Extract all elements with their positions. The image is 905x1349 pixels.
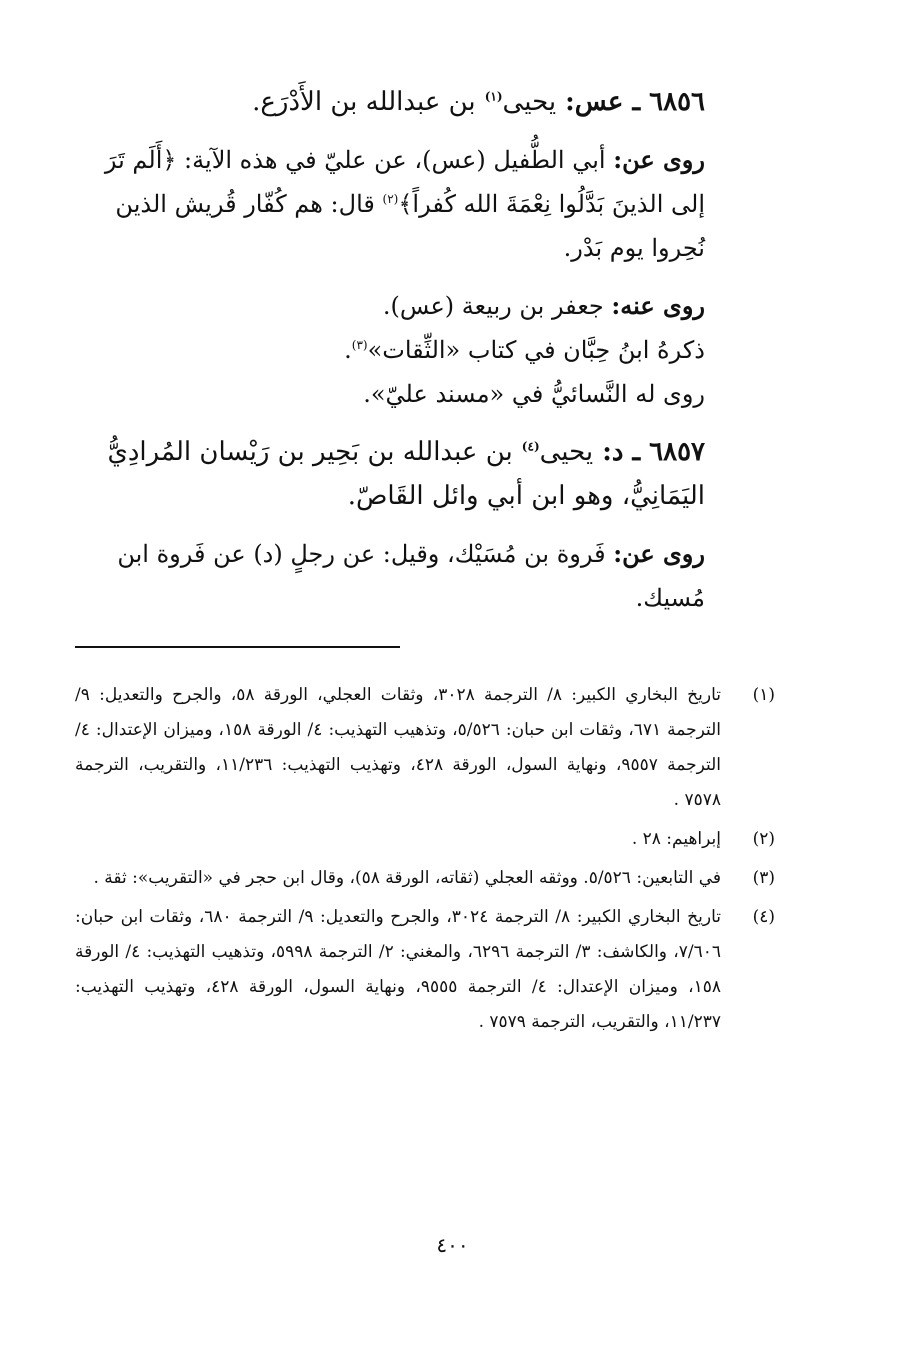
narrated-from-text: أبي الطُّفيل (عس)، عن عليّ في هذه الآية: ﴿أَلَم تَرَ إلى الذينَ بَدَّلُوا نِعْمَةَ الله كُفراً﴾: [104, 146, 705, 218]
narrated-by-label: روى عنه:: [611, 291, 705, 320]
entry-title: [75, 80, 775, 124]
mention-end: .: [344, 336, 352, 364]
entry-6857: [75, 430, 775, 620]
footnote-ref[interactable]: (٤): [521, 439, 540, 454]
entry-number: ٦٨٥٦ ـ عس:: [565, 87, 705, 117]
footnote-text: تاريخ البخاري الكبير: ٨/ الترجمة ٣٠٢٨، وثقات العجلي، الورقة ٥٨، والجرح والتعديل: ٩/ الترجمة ٦٧١، وثقات ابن حبان: ٥/٥٢٦، وتذهيب التهذيب: ٤/ الورقة ١٥٨، وميزان الإعتدال: ٤/ الترجمة ٩٥٥٧، ونهاية السول، الورقة ٤٢٨، وتهذيب التهذيب: ١١/٢٣٦، والتقريب، الترجمة ٧٥٧٨ .: [75, 685, 721, 810]
entry-name: يحيى: [502, 87, 557, 117]
narrated-by-block: [75, 284, 775, 416]
footnote-text: إبراهيم: ٢٨ .: [631, 829, 721, 849]
mention-text: ذكرهُ ابنُ حِبَّان في كتاب «الثِّقات»: [367, 336, 705, 364]
footnote-ref[interactable]: (١): [484, 89, 503, 104]
entry-title: [75, 430, 775, 518]
footnote: [75, 900, 775, 1040]
footnote-ref[interactable]: (٣): [351, 338, 368, 352]
footnote-text: في التابعين: ٥/٥٢٦. ووثقه العجلي (ثقاته، الورقة ٥٨)، وقال ابن حجر في «التقريب»: ثقة .: [93, 868, 721, 888]
footnote-number: (٢): [752, 829, 775, 849]
footnote: [75, 678, 775, 818]
entry-number: ٦٨٥٧ ـ د:: [602, 437, 705, 467]
footnote-divider: [75, 646, 400, 648]
narrated-from-text-rest: قال: هم كُفّار قُريش الذين نُحِروا يوم بَدْر.: [115, 190, 705, 262]
entry-6856: [75, 80, 775, 416]
narrated-by: [75, 284, 705, 328]
entry-name-rest: بن عبدالله بن الأَدْرَع.: [252, 87, 476, 117]
footnote-number: (١): [752, 685, 775, 705]
narration-line: روى له النَّسائيُّ في «مسند عليّ».: [363, 380, 705, 408]
mention-line: [75, 328, 705, 372]
narrated-from-label: روى عن:: [613, 539, 705, 568]
narrated-from-label: روى عن:: [613, 145, 705, 174]
narrated-from-text: فَروة بن مُسَيْك، وقيل: عن رجلٍ (د) عن فَروة ابن مُسيك.: [117, 540, 705, 612]
narrated-from: [75, 138, 775, 270]
footnote-ref[interactable]: (٢): [382, 192, 399, 206]
entry-name-rest: بن عبدالله بن بَحِير بن رَيْسان المُرادِيُّ اليَمَانِيُّ، وهو ابن أبي وائل القَاصّ.: [107, 437, 705, 511]
footnote: [75, 822, 775, 857]
entry-name: يحيى: [539, 437, 594, 467]
footnote-number: (٤): [752, 907, 775, 927]
narrated-from: [75, 532, 775, 620]
footnote-number: (٣): [752, 868, 775, 888]
narrated-by-text: جعفر بن ربيعة (عس).: [382, 292, 604, 320]
footnote-text: تاريخ البخاري الكبير: ٨/ الترجمة ٣٠٢٤، والجرح والتعديل: ٩/ الترجمة ٦٨٠، وثقات ابن حبان: ٧/٦٠٦، والكاشف: ٣/ الترجمة ٦٢٩٦، والمغني: ٢/ الترجمة ٥٩٩٨، وتذهيب التهذيب: ٤/ الورقة ١٥٨، وميزان الإعتدال: ٤/ الترجمة ٩٥٥٥، ونهاية السول، الورقة ٤٢٨، وتهذيب التهذيب: ١١/٢٣٧، والتقريب، الترجمة ٧٥٧٩ .: [75, 907, 721, 1032]
footnotes: [75, 678, 775, 1040]
footnote: [75, 861, 775, 896]
page-number: ٤٠٠: [436, 1233, 469, 1257]
